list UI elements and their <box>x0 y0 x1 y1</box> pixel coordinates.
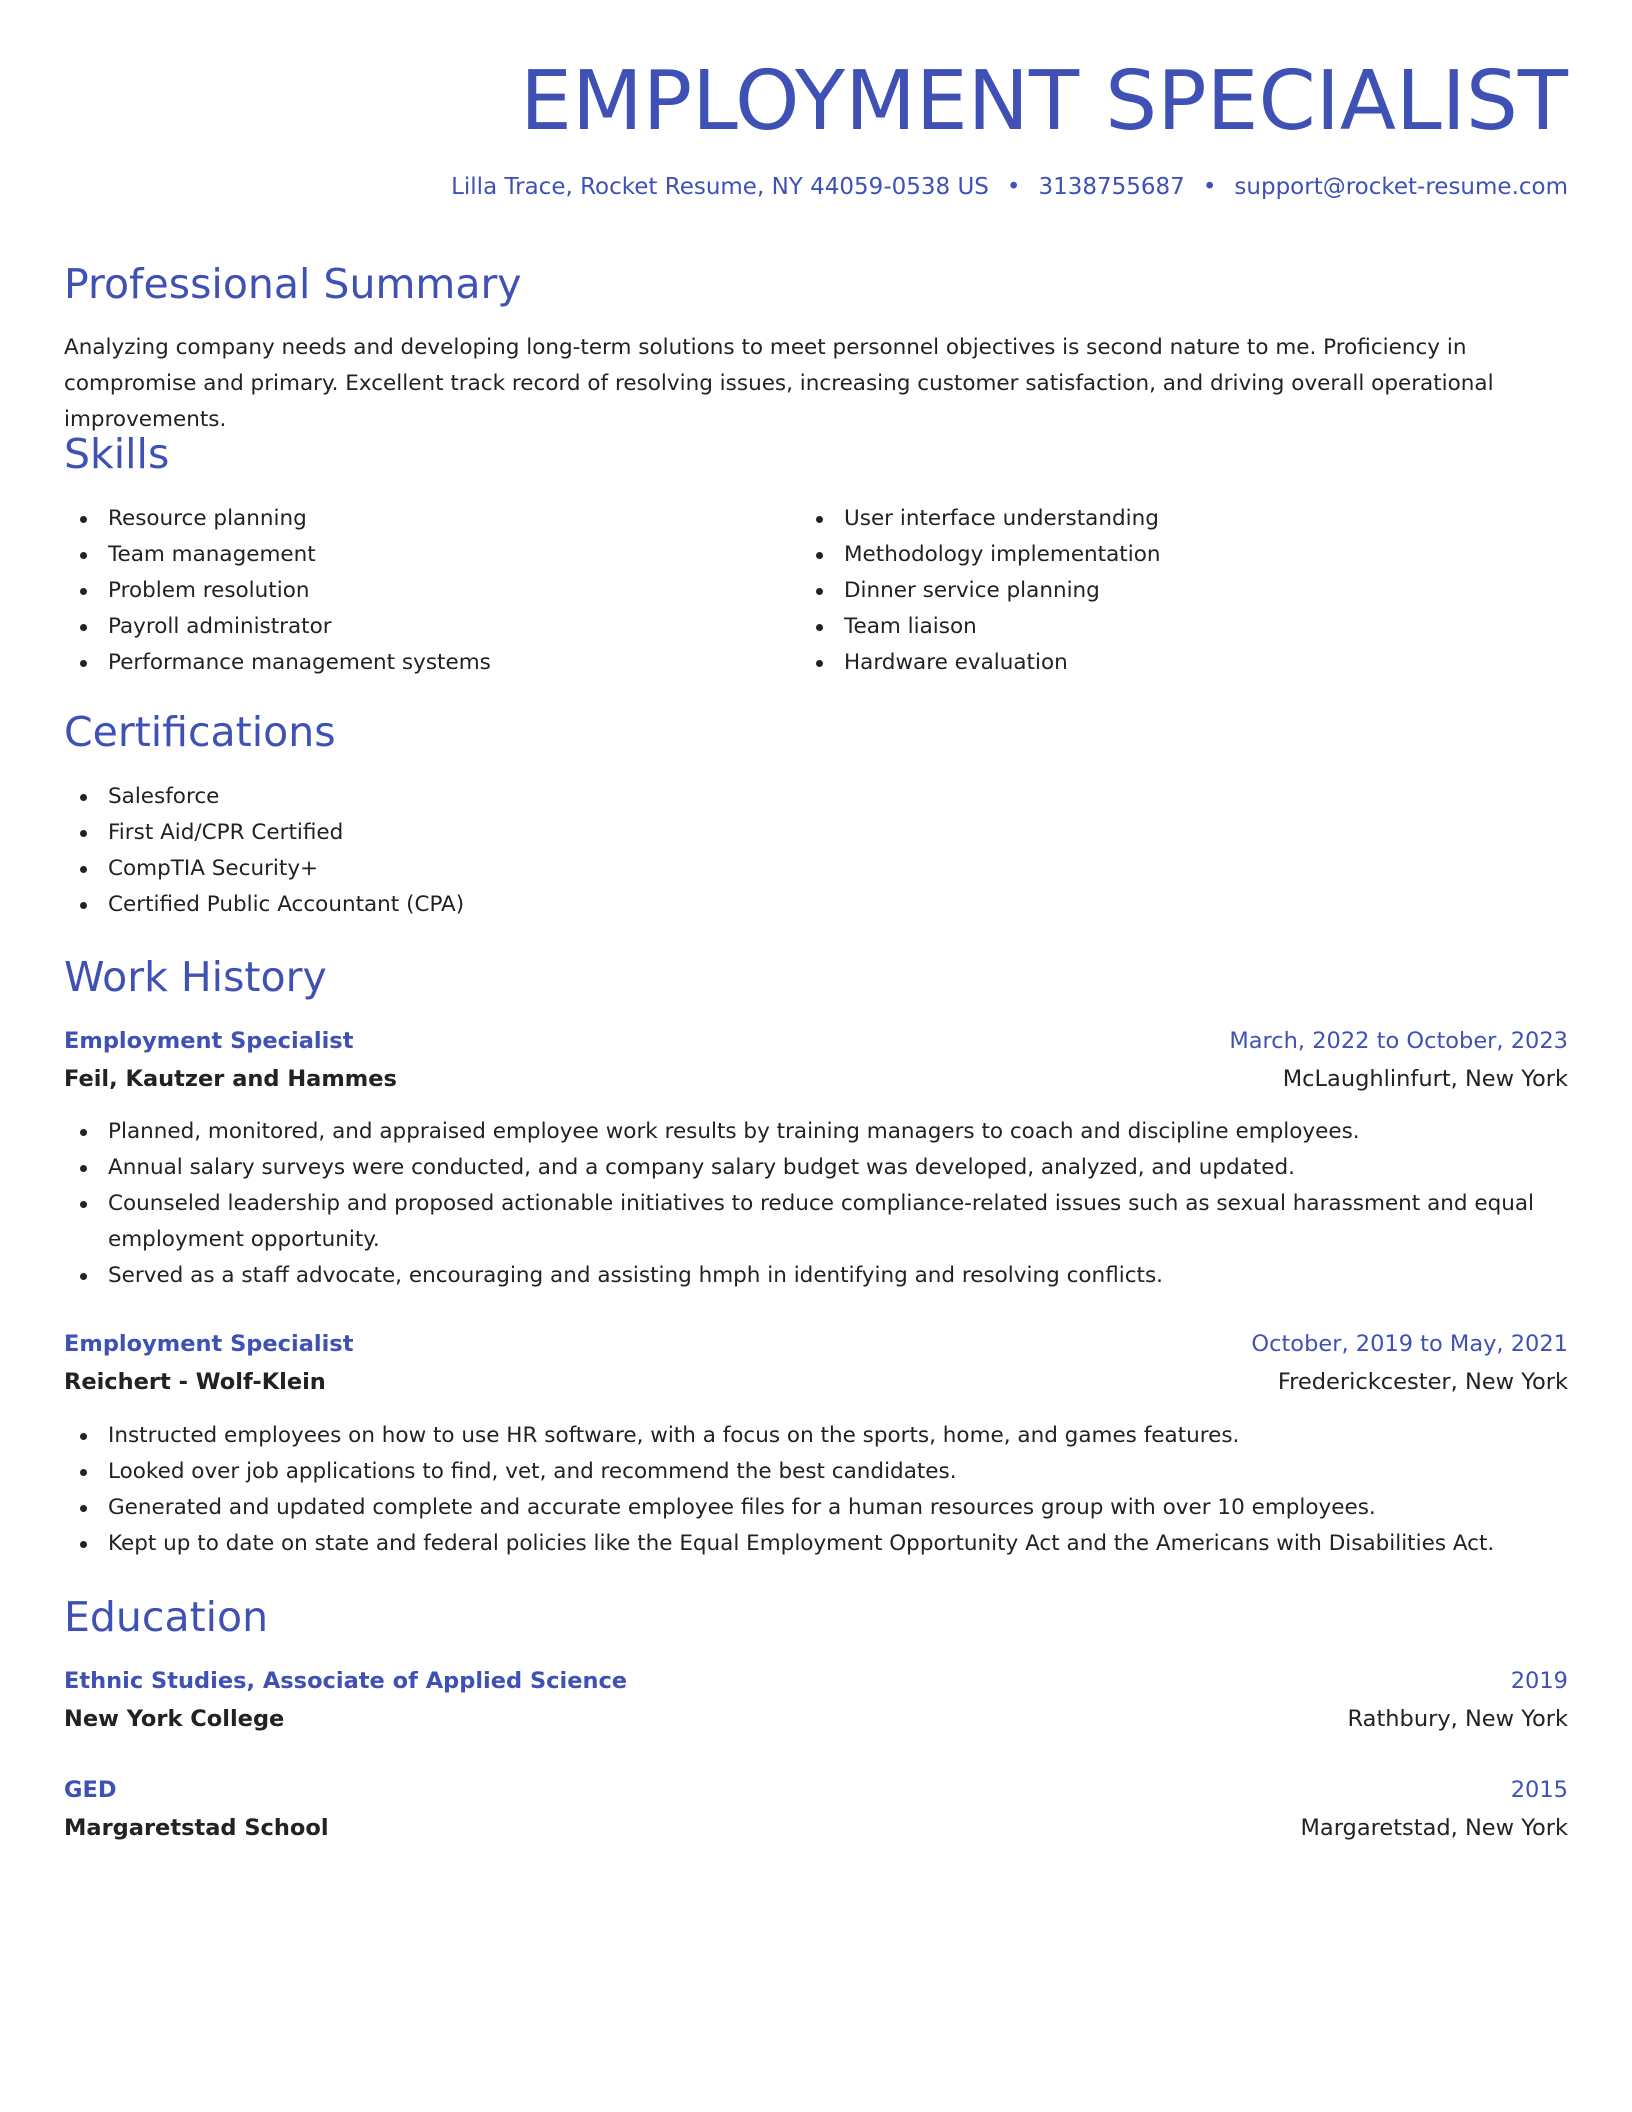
education-degree: GED <box>64 1777 117 1803</box>
education-school: Margaretstad School <box>64 1815 329 1841</box>
job-bullets <box>64 1114 1574 1294</box>
work-history-heading: Work History <box>64 953 327 1001</box>
list-item: Served as a staff advocate, encouraging and assisting hmph in identifying and resolving conflicts. <box>64 1258 1574 1294</box>
list-item: Certified Public Accountant (CPA) <box>64 887 1564 923</box>
job-dates: October, 2019 to May, 2021 <box>1251 1331 1568 1357</box>
education-location: Margaretstad, New York <box>1300 1815 1568 1841</box>
list-item: Planned, monitored, and appraised employee work results by training managers to coach and discipline employees. <box>64 1114 1574 1150</box>
skills-heading: Skills <box>64 430 170 478</box>
summary-text: Analyzing company needs and developing long-term solutions to meet personnel objectives is second nature to me. Proficiency in compromise and primary. Excellent track record of resolving issues, increasing customer satisfaction, and driving overall operational improvements. <box>64 335 1494 432</box>
job-company: Reichert - Wolf-Klein <box>64 1369 326 1395</box>
skills-list-right <box>800 501 1560 681</box>
list-item: Annual salary surveys were conducted, and a company salary budget was developed, analyzed, and updated. <box>64 1150 1574 1186</box>
list-item: Resource planning <box>64 501 764 537</box>
job-location: Frederickcester, New York <box>1277 1369 1568 1395</box>
job-location: McLaughlinfurt, New York <box>1282 1066 1568 1092</box>
list-item: Methodology implementation <box>800 537 1560 573</box>
education-degree-row <box>64 1663 1568 1699</box>
list-item: Kept up to date on state and federal policies like the Equal Employment Opportunity Act and the Americans with Disabilities Act. <box>64 1526 1574 1562</box>
page-title: EMPLOYMENT SPECIALIST <box>520 54 1568 149</box>
contact-separator: • <box>1202 174 1217 200</box>
job-dates: March, 2022 to October, 2023 <box>1229 1028 1568 1054</box>
education-school-row <box>64 1701 1568 1737</box>
job-company: Feil, Kautzer and Hammes <box>64 1066 397 1092</box>
job-company-row <box>64 1061 1568 1097</box>
contact-line <box>64 170 1568 204</box>
job-company-row <box>64 1364 1568 1400</box>
list-item: CompTIA Security+ <box>64 851 1564 887</box>
list-item: Team liaison <box>800 609 1560 645</box>
resume-header <box>64 52 1568 204</box>
list-item: Performance management systems <box>64 645 764 681</box>
contact-email[interactable]: support@rocket-resume.com <box>1234 174 1568 200</box>
list-item: Salesforce <box>64 779 1564 815</box>
list-item: Problem resolution <box>64 573 764 609</box>
education-year: 2019 <box>1510 1668 1568 1694</box>
list-item: Hardware evaluation <box>800 645 1560 681</box>
certifications-list <box>64 779 1564 923</box>
list-item: User interface understanding <box>800 501 1560 537</box>
list-item: Generated and updated complete and accurate employee files for a human resources group with over 10 employees. <box>64 1490 1574 1526</box>
contact-separator: • <box>1006 174 1021 200</box>
education-degree-row <box>64 1772 1568 1808</box>
education-degree: Ethnic Studies, Associate of Applied Science <box>64 1668 628 1694</box>
summary-heading: Professional Summary <box>64 260 522 308</box>
list-item: Instructed employees on how to use HR software, with a focus on the sports, home, and games features. <box>64 1418 1574 1454</box>
job-title: Employment Specialist <box>64 1028 354 1054</box>
list-item: Payroll administrator <box>64 609 764 645</box>
education-heading: Education <box>64 1593 269 1641</box>
list-item: Team management <box>64 537 764 573</box>
skills-list-left <box>64 501 764 681</box>
education-year: 2015 <box>1510 1777 1568 1803</box>
certifications-heading: Certifications <box>64 708 336 756</box>
list-item: Counseled leadership and proposed actionable initiatives to reduce compliance-related issues such as sexual harassment and equal employment opportunity. <box>64 1186 1574 1258</box>
job-bullets <box>64 1418 1574 1562</box>
list-item: Dinner service planning <box>800 573 1560 609</box>
education-location: Rathbury, New York <box>1347 1706 1568 1732</box>
job-header-row <box>64 1023 1568 1059</box>
list-item: First Aid/CPR Certified <box>64 815 1564 851</box>
education-school-row <box>64 1810 1568 1846</box>
list-item: Looked over job applications to find, vet, and recommend the best candidates. <box>64 1454 1574 1490</box>
education-school: New York College <box>64 1706 285 1732</box>
job-title: Employment Specialist <box>64 1331 354 1357</box>
job-header-row <box>64 1326 1568 1362</box>
contact-address: Lilla Trace, Rocket Resume, NY 44059-0538 US <box>451 174 989 200</box>
contact-phone[interactable]: 3138755687 <box>1038 174 1185 200</box>
